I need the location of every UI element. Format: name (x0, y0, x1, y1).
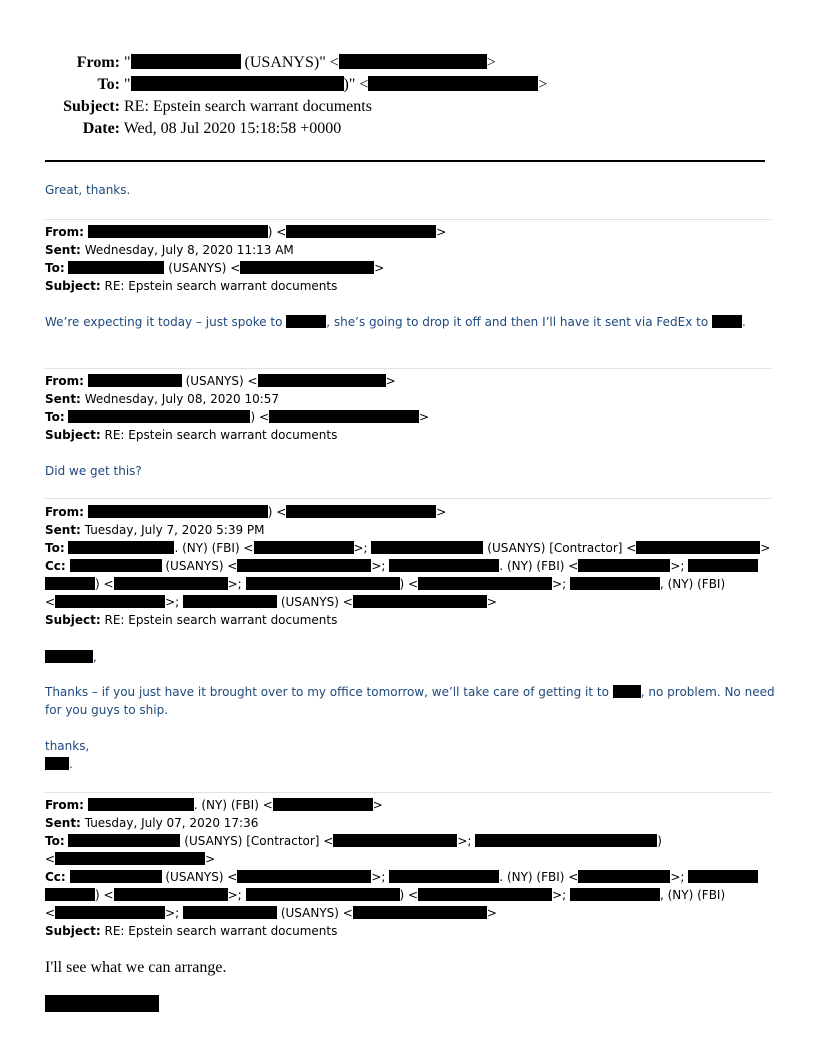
cc-text: ) < (95, 577, 114, 591)
redaction-block (389, 870, 499, 883)
from-close: > (385, 374, 396, 388)
cc-text: ) < (95, 888, 114, 902)
message-from-row (45, 503, 446, 521)
sent-label: Sent: (45, 816, 81, 830)
signature-text: . (69, 757, 73, 771)
cc-text: >; (371, 559, 386, 573)
redaction-block (68, 410, 250, 423)
message-divider (45, 498, 771, 499)
redaction-block (240, 261, 374, 274)
message-signature (45, 755, 73, 773)
redaction-block (68, 834, 180, 847)
to-label: To: (45, 541, 65, 555)
message-cc-row-2 (45, 886, 725, 904)
cc-text: > (486, 906, 497, 920)
to-text: >; (353, 541, 368, 555)
redaction-block (578, 870, 670, 883)
message-divider (45, 219, 771, 220)
from-label: From: (45, 225, 84, 239)
redaction-block (578, 559, 670, 572)
redaction-block (45, 577, 95, 590)
sent-date: Tuesday, July 7, 2020 5:39 PM (84, 523, 265, 537)
message-to-row (45, 259, 384, 277)
to-close: > (419, 410, 430, 424)
to-text: < (45, 852, 56, 866)
message-cc-row-2 (45, 575, 725, 593)
redaction-block (183, 906, 277, 919)
redaction-block (688, 559, 758, 572)
redaction-block (269, 410, 419, 423)
sent-date: Tuesday, July 07, 2020 17:36 (84, 816, 259, 830)
redaction-block (371, 541, 483, 554)
to-label: To: (45, 261, 65, 275)
to-text: (USANYS) < (168, 261, 241, 275)
redaction-block (368, 76, 538, 91)
redaction-block (286, 505, 436, 518)
header-to-text: )" < (343, 76, 369, 93)
redaction-block (131, 76, 344, 91)
message-divider (45, 792, 771, 793)
cc-text: . (NY) (FBI) < (499, 870, 579, 884)
message-signoff: thanks, (45, 739, 90, 753)
to-text: > (760, 541, 771, 555)
greeting-text: , (93, 650, 97, 664)
header-date-label: Date: (82, 120, 120, 137)
message-to-row (45, 832, 662, 850)
message-body: Did we get this? (45, 464, 142, 478)
message-greeting (45, 648, 97, 666)
cc-text: . (NY) (FBI) < (499, 559, 579, 573)
message-from-row (45, 796, 383, 814)
cc-text: >; (165, 595, 180, 609)
redaction-block (70, 870, 162, 883)
cc-text: >; (165, 906, 180, 920)
from-text: (USANYS) < (185, 374, 258, 388)
message-to-row-2 (45, 850, 215, 868)
redaction-block (570, 577, 660, 590)
redaction-block (88, 505, 268, 518)
subject-text: RE: Epstein search warrant documents (104, 428, 338, 442)
header-from-close: > (486, 54, 496, 71)
redaction-block (70, 559, 162, 572)
message-subject-row (45, 922, 337, 940)
redaction-block (712, 315, 742, 328)
to-label: To: (45, 834, 65, 848)
redaction-block (273, 798, 373, 811)
header-subject: RE: Epstein search warrant documents (124, 98, 372, 115)
redaction-block (55, 852, 205, 865)
header-divider (45, 160, 765, 162)
redaction-block (339, 54, 487, 69)
to-text: ) (657, 834, 662, 848)
redaction-block (68, 261, 164, 274)
message-body: Great, thanks. (45, 183, 131, 197)
header-from-text: (USANYS)" < (244, 54, 339, 71)
message-body (45, 683, 775, 701)
redaction-block (688, 870, 758, 883)
message-cc-row (45, 557, 758, 575)
header-to-quote: " (124, 76, 131, 93)
cc-text: >; (552, 888, 567, 902)
message-body (45, 313, 746, 331)
subject-text: RE: Epstein search warrant documents (104, 613, 338, 627)
subject-label: Subject: (45, 428, 101, 442)
redaction-block (286, 225, 436, 238)
redaction-block (475, 834, 657, 847)
cc-text: < (45, 595, 56, 609)
to-text: >; (457, 834, 472, 848)
redaction-block (114, 888, 228, 901)
message-divider (45, 368, 771, 369)
cc-text: >; (227, 888, 242, 902)
redaction-block (45, 888, 95, 901)
cc-text: >; (227, 577, 242, 591)
message-cc-row-3 (45, 593, 497, 611)
cc-text: (USANYS) < (165, 559, 238, 573)
header-date: Wed, 08 Jul 2020 15:18:58 +0000 (123, 120, 342, 137)
redaction-block (88, 225, 268, 238)
cc-text: (USANYS) < (165, 870, 238, 884)
to-close: > (374, 261, 385, 275)
message-sent-row (45, 521, 265, 539)
redaction-block (55, 906, 165, 919)
redaction-block (183, 595, 277, 608)
cc-text: >; (670, 870, 685, 884)
redaction-block (68, 541, 174, 554)
redaction-block (418, 888, 552, 901)
to-text: (USANYS) [Contractor] < (487, 541, 637, 555)
from-label: From: (45, 798, 84, 812)
to-label: To: (45, 410, 65, 424)
cc-label: Cc: (45, 870, 66, 884)
header-from-quote: " (124, 54, 131, 71)
redaction-block (353, 906, 487, 919)
header-to-row (0, 74, 547, 96)
cc-text: > (486, 595, 497, 609)
body-text: . (742, 315, 746, 329)
body-text: We’re expecting it today – just spoke to (45, 315, 283, 329)
cc-text: >; (552, 577, 567, 591)
redaction-block (246, 888, 400, 901)
message-subject-row (45, 611, 337, 629)
message-cc-row-3 (45, 904, 497, 922)
sent-date: Wednesday, July 08, 2020 10:57 (84, 392, 280, 406)
redaction-block (418, 577, 552, 590)
cc-text: ) < (399, 888, 419, 902)
cc-text: < (45, 906, 56, 920)
sent-label: Sent: (45, 392, 81, 406)
cc-text: , (NY) (FBI) (660, 888, 726, 902)
redaction-block (353, 595, 487, 608)
redaction-block (88, 374, 182, 387)
message-body: I'll see what we can arrange. (45, 959, 227, 976)
message-cc-row (45, 868, 758, 886)
header-subject-label: Subject: (63, 98, 120, 115)
redaction-block (389, 559, 499, 572)
subject-text: RE: Epstein search warrant documents (104, 924, 338, 938)
message-sent-row (45, 390, 279, 408)
redaction-block (258, 374, 386, 387)
redaction-block (131, 54, 241, 69)
from-close: > (436, 505, 447, 519)
header-to-label: To: (97, 76, 120, 93)
message-sent-row (45, 241, 294, 259)
redaction-block (55, 595, 165, 608)
message-to-row (45, 539, 770, 557)
signature-redaction-block (45, 995, 159, 1012)
redaction-block (333, 834, 457, 847)
redaction-block (286, 315, 326, 328)
cc-text: >; (670, 559, 685, 573)
sent-label: Sent: (45, 523, 81, 537)
subject-label: Subject: (45, 613, 101, 627)
from-label: From: (45, 505, 84, 519)
message-to-row (45, 408, 429, 426)
redaction-block (237, 559, 371, 572)
body-text: , no problem. No need (640, 685, 775, 699)
header-from-row (0, 52, 496, 74)
message-from-row (45, 223, 446, 241)
from-close: > (436, 225, 447, 239)
sent-label: Sent: (45, 243, 81, 257)
from-text: . (NY) (FBI) < (193, 798, 273, 812)
to-text: . (NY) (FBI) < (174, 541, 254, 555)
body-text: , she’s going to drop it off and then I’ll have it sent via FedEx to (326, 315, 709, 329)
to-text: ) < (250, 410, 270, 424)
message-from-row (45, 372, 396, 390)
subject-text: RE: Epstein search warrant documents (104, 279, 338, 293)
redaction-block (114, 577, 228, 590)
redaction-block (237, 870, 371, 883)
redaction-block (88, 798, 194, 811)
redaction-block (570, 888, 660, 901)
message-sent-row (45, 814, 258, 832)
message-subject-row (45, 426, 337, 444)
to-text: > (205, 852, 216, 866)
from-text: ) < (267, 225, 287, 239)
sent-date: Wednesday, July 8, 2020 11:13 AM (84, 243, 294, 257)
header-from-label: From: (76, 54, 120, 71)
body-text: Thanks – if you just have it brought over to my office tomorrow, we’ll take care of getting it to (45, 685, 609, 699)
redaction-block (254, 541, 354, 554)
subject-label: Subject: (45, 279, 101, 293)
from-text: ) < (267, 505, 287, 519)
subject-label: Subject: (45, 924, 101, 938)
redaction-block (613, 685, 641, 698)
cc-text: >; (371, 870, 386, 884)
cc-text: (USANYS) < (280, 595, 353, 609)
header-to-close: > (538, 76, 548, 93)
cc-text: (USANYS) < (280, 906, 353, 920)
header-date-row (0, 118, 341, 140)
cc-text: , (NY) (FBI) (660, 577, 726, 591)
message-body-line2: for you guys to ship. (45, 703, 169, 717)
redaction-block (246, 577, 400, 590)
cc-text: ) < (399, 577, 419, 591)
redaction-block (45, 757, 69, 770)
redaction-block (636, 541, 760, 554)
header-subject-row (0, 96, 372, 118)
message-subject-row (45, 277, 337, 295)
from-label: From: (45, 374, 84, 388)
to-text: (USANYS) [Contractor] < (184, 834, 334, 848)
cc-label: Cc: (45, 559, 66, 573)
from-close: > (372, 798, 383, 812)
redaction-block (45, 650, 93, 663)
